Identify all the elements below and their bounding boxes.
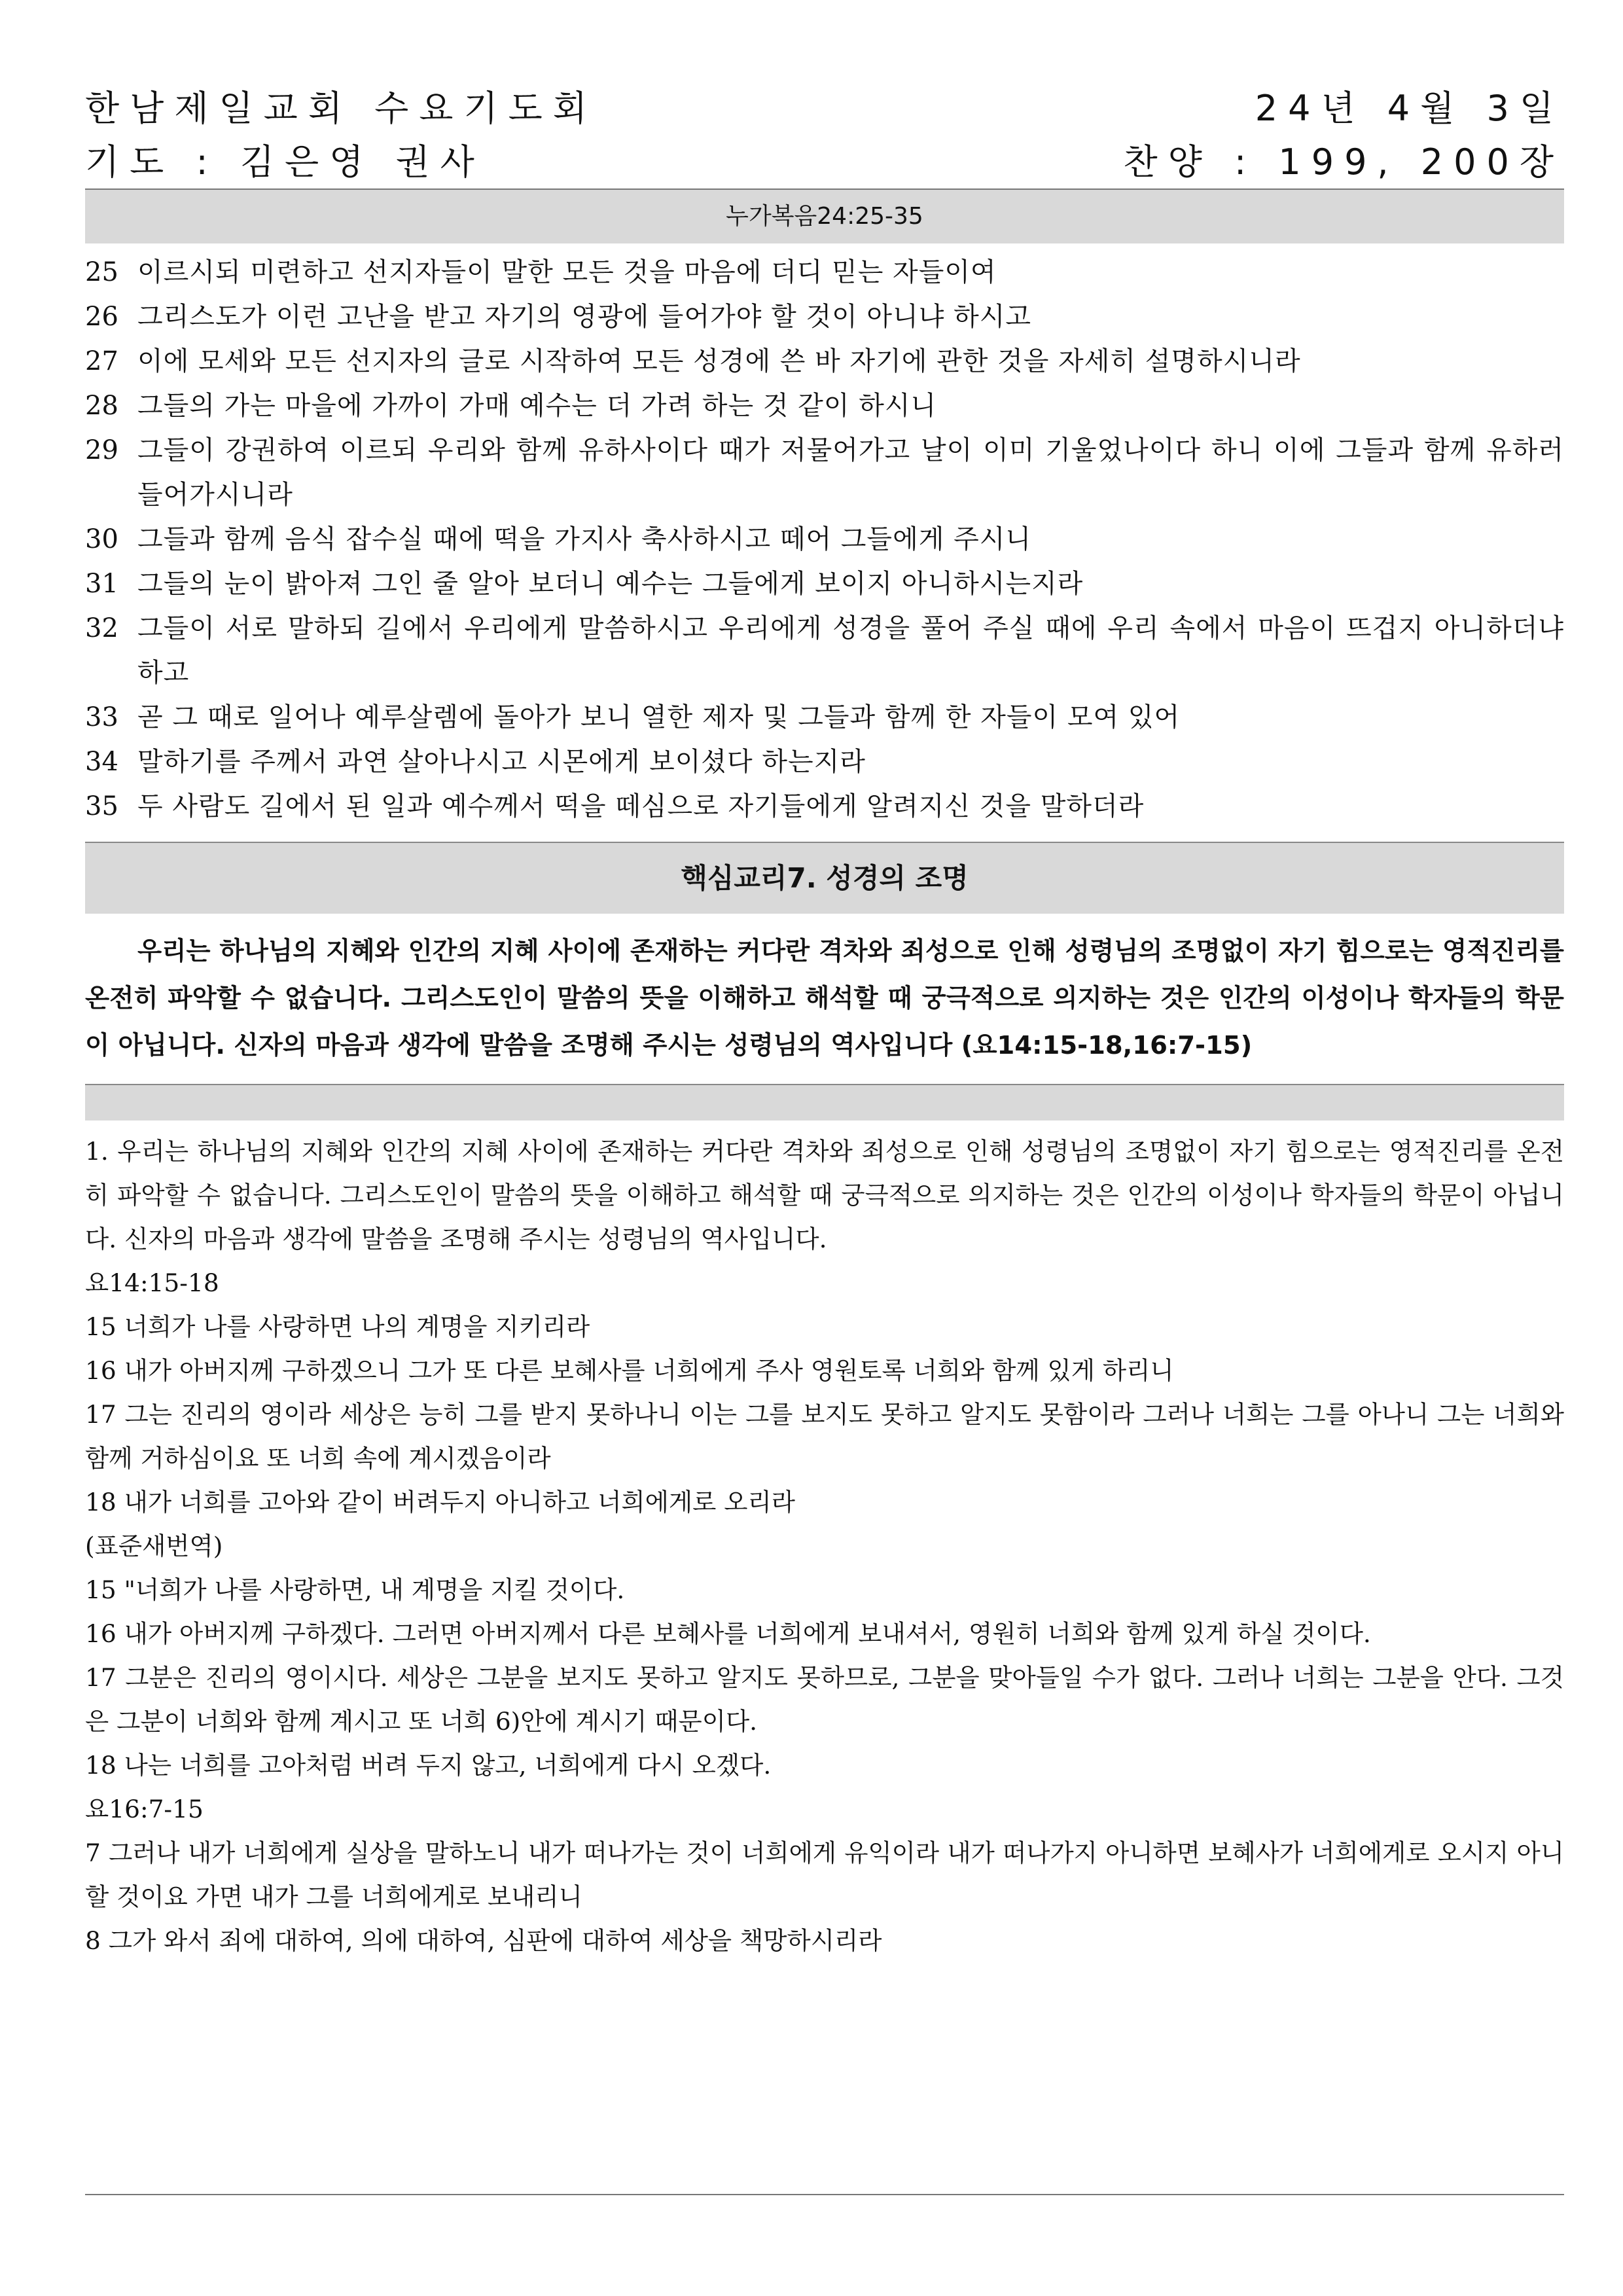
bulletin-page xyxy=(85,79,1564,1963)
verse-text: 그리스도가 이런 고난을 받고 자기의 영광에 들어가야 할 것이 아니냐 하시고 xyxy=(137,302,1031,332)
verse-row xyxy=(85,517,1564,562)
verse-text: 그들의 가는 마을에 가까이 가매 예수는 더 가려 하는 것 같이 하시니 xyxy=(137,391,937,421)
verse-row xyxy=(85,295,1564,339)
verse-number: 28 xyxy=(85,391,118,421)
verse-text: 그들과 함께 음식 잡수실 때에 떡을 가지사 축사하시고 떼어 그들에게 주시니 xyxy=(137,524,1031,554)
verse-number: 25 xyxy=(85,257,118,287)
john16-verse: 8 그가 와서 죄에 대하여, 의에 대하여, 심판에 대하여 세상을 책망하시리라 xyxy=(85,1926,882,1955)
john14-reference: 요14:15-18 xyxy=(85,1268,219,1297)
john16-verse: 7 그러나 내가 너희에게 실상을 말하노니 내가 떠나가는 것이 너희에게 유익이라 내가 떠나가지 아니하면 보혜사가 너희에게로 오시지 아니할 것이요 가면 내가 그를 너희에게로 보내리니 xyxy=(85,1839,1564,1911)
doctrine-summary: 우리는 하나님의 지혜와 인간의 지혜 사이에 존재하는 커다란 격차와 죄성으로 인해 성령님의 조명없이 자기 힘으로는 영적진리를 온전히 파악할 수 없습니다. 그리스도인이 말씀의 뜻을 이해하고 해석할 때 궁극적으로 의지하는 것은 인간의 이성이나 학자들의 학문이 아닙니다. 신자의 마음과 생각에 말씀을 조명해 주시는 성령님의 역사입니다 (요14:15-18,16:7-15) xyxy=(85,937,1564,1060)
verse-text: 그들의 눈이 밝아져 그인 줄 알아 보더니 예수는 그들에게 보이지 아니하시는지라 xyxy=(137,569,1084,599)
service-date: 24년 4월 3일 xyxy=(1255,87,1564,129)
verse-row xyxy=(85,428,1564,517)
john14-verse: 18 내가 너희를 고아와 같이 버려두지 아니하고 너희에게로 오리라 xyxy=(85,1488,795,1516)
verse-number: 32 xyxy=(85,613,118,643)
verse-text: 두 사람도 길에서 된 일과 예수께서 떡을 떼심으로 자기들에게 알려지신 것을 말하더라 xyxy=(137,791,1145,821)
verse-number: 27 xyxy=(85,346,118,376)
verse-number: 30 xyxy=(85,524,118,554)
verse-row xyxy=(85,562,1564,606)
hymn-numbers: 찬양 : 199, 200장 xyxy=(1123,141,1564,183)
verse-row xyxy=(85,339,1564,384)
verse-text: 이르시되 미련하고 선지자들이 말한 모든 것을 마음에 더디 믿는 자들이여 xyxy=(137,257,997,287)
verse-row xyxy=(85,606,1564,695)
translation-label: (표준새번역) xyxy=(85,1532,223,1560)
verse-row xyxy=(85,384,1564,428)
study-notes xyxy=(85,1130,1564,1963)
passage-title: 누가복음24:25-35 xyxy=(85,190,1564,243)
verse-number: 35 xyxy=(85,791,118,821)
verse-row xyxy=(85,695,1564,740)
doctrine-title: 핵심교리7. 성경의 조명 xyxy=(85,842,1564,914)
john14-verse: 16 내가 아버지께 구하겠으니 그가 또 다른 보혜사를 너희에게 주사 영원토록 너희와 함께 있게 하리니 xyxy=(85,1356,1174,1385)
verse-row xyxy=(85,784,1564,829)
verse-text: 그들이 서로 말하되 길에서 우리에게 말씀하시고 우리에게 성경을 풀어 주실 때에 우리 속에서 마음이 뜨겁지 아니하더냐 하고 xyxy=(137,613,1564,688)
verse-text: 그들이 강권하여 이르되 우리와 함께 유하사이다 때가 저물어가고 날이 이미 기울었나이다 하니 이에 그들과 함께 유하러 들어가시니라 xyxy=(137,435,1564,510)
verse-text: 이에 모세와 모든 선지자의 글로 시작하여 모든 성경에 쓴 바 자기에 관한 것을 자세히 설명하시니라 xyxy=(137,346,1301,376)
verse-row xyxy=(85,740,1564,784)
verse-number: 34 xyxy=(85,747,118,777)
verse-text: 곧 그 때로 일어나 예루살렘에 돌아가 보니 열한 제자 및 그들과 함께 한 자들이 모여 있어 xyxy=(137,702,1181,732)
point-1: 1. 우리는 하나님의 지혜와 인간의 지혜 사이에 존재하는 커다란 격차와 죄성으로 인해 성령님의 조명없이 자기 힘으로는 영적진리를 온전히 파악할 수 없습니다. 그리스도인이 말씀의 뜻을 이해하고 해석할 때 궁극적으로 의지하는 것은 인간의 이성이나 학자들의 학문이 아닙니다. 신자의 마음과 생각에 말씀을 조명해 주시는 성령님의 역사입니다. xyxy=(85,1137,1564,1253)
verse-row xyxy=(85,250,1564,295)
verse-number: 33 xyxy=(85,702,118,732)
section-divider-band xyxy=(85,1084,1564,1121)
john14-new-verse: 18 나는 너희를 고아처럼 버려 두지 않고, 너희에게 다시 오겠다. xyxy=(85,1751,772,1780)
header-row-2 xyxy=(85,132,1564,186)
john14-new-verse: 15 "너희가 나를 사랑하면, 내 계명을 지킬 것이다. xyxy=(85,1575,625,1604)
header-row-1 xyxy=(85,79,1564,132)
john14-new-verse: 16 내가 아버지께 구하겠다. 그러면 아버지께서 다른 보혜사를 너희에게 보내셔서, 영원히 너희와 함께 있게 하실 것이다. xyxy=(85,1619,1371,1648)
verse-number: 26 xyxy=(85,302,118,332)
john14-new-verse: 17 그분은 진리의 영이시다. 세상은 그분을 보지도 못하고 알지도 못하므로, 그분을 맞아들일 수가 없다. 그러나 너희는 그분을 안다. 그것은 그분이 너희와 함께 계시고 또 너희 6)안에 계시기 때문이다. xyxy=(85,1663,1564,1736)
footer-divider xyxy=(85,2194,1564,2195)
john16-reference: 요16:7-15 xyxy=(85,1795,204,1823)
verse-number: 29 xyxy=(85,435,118,465)
verse-number: 31 xyxy=(85,569,118,599)
verse-text: 말하기를 주께서 과연 살아나시고 시몬에게 보이셨다 하는지라 xyxy=(137,747,866,777)
john14-verse: 17 그는 진리의 영이라 세상은 능히 그를 받지 못하나니 이는 그를 보지도 못하고 알지도 못함이라 그러나 너희는 그를 아나니 그는 너희와 함께 거하심이요 또 너희 속에 계시겠음이라 xyxy=(85,1400,1564,1473)
passage-verses xyxy=(85,250,1564,829)
john14-verse: 15 너희가 나를 사랑하면 나의 계명을 지키리라 xyxy=(85,1312,590,1341)
church-meeting-title: 한남제일교회 수요기도회 xyxy=(85,87,597,129)
prayer-leader: 기도 : 김은영 권사 xyxy=(85,141,485,183)
